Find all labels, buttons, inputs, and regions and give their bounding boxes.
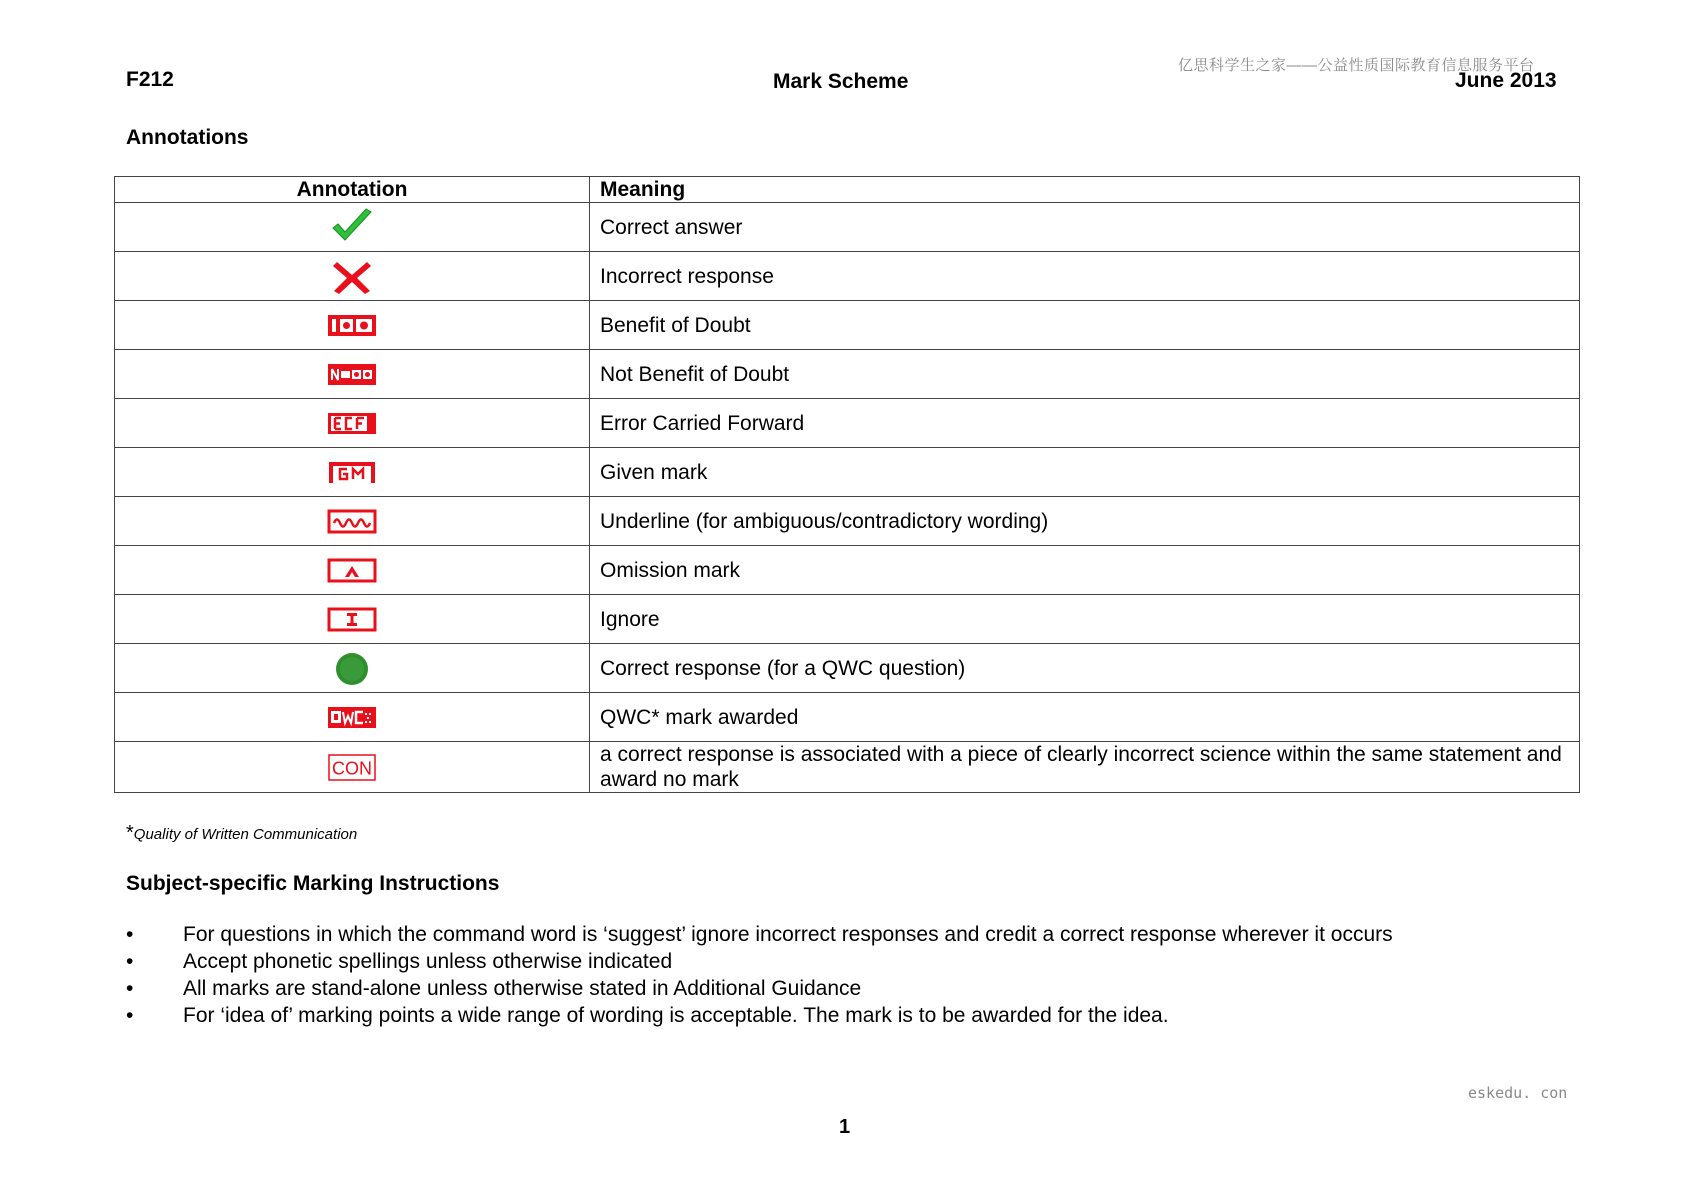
meaning-text: Benefit of Doubt	[590, 301, 1580, 350]
table-row	[115, 301, 1580, 350]
meaning-text: Correct answer	[590, 203, 1580, 252]
meaning-text: Correct response (for a QWC question)	[590, 644, 1580, 693]
cross-icon	[327, 256, 377, 296]
tick-icon	[327, 207, 377, 247]
footnote	[126, 822, 357, 845]
list-item	[126, 1002, 1393, 1029]
omission-caret-icon	[327, 550, 377, 590]
meaning-text: Given mark	[590, 448, 1580, 497]
con-stamp-icon	[327, 747, 377, 787]
list-item	[126, 921, 1393, 948]
ignore-icon	[327, 599, 377, 639]
table-row	[115, 595, 1580, 644]
table-row	[115, 546, 1580, 595]
nbod-stamp-icon	[327, 354, 377, 394]
annotations-table	[114, 176, 1580, 793]
table-row	[115, 644, 1580, 693]
footnote-text: Quality of Written Communication	[133, 826, 358, 843]
bullet-dot: •	[126, 950, 134, 973]
meaning-text: QWC* mark awarded	[590, 693, 1580, 742]
bullet-dot: •	[126, 1004, 134, 1027]
list-item	[126, 975, 1393, 1002]
table-row	[115, 497, 1580, 546]
subject-heading: Subject-specific Marking Instructions	[126, 872, 500, 895]
list-item	[126, 948, 1393, 975]
con-stamp-text: CON	[332, 758, 372, 779]
page-number: 1	[839, 1116, 851, 1138]
meaning-text: Incorrect response	[590, 252, 1580, 301]
meaning-text: a correct response is associated with a piece of clearly incorrect science within the same statement and award no mark	[590, 742, 1580, 793]
table-row	[115, 203, 1580, 252]
header-title: Mark Scheme	[773, 70, 909, 93]
meaning-text: Omission mark	[590, 546, 1580, 595]
table-header-row	[115, 177, 1580, 203]
list-item-text: All marks are stand-alone unless otherwise stated in Additional Guidance	[183, 977, 862, 1000]
list-item-text: For questions in which the command word is ‘suggest’ ignore incorrect responses and credit a correct response wherever it occurs	[183, 923, 1393, 946]
bod-stamp-icon	[327, 305, 377, 345]
ecf-stamp-icon	[327, 403, 377, 443]
column-header-meaning: Meaning	[590, 177, 1580, 203]
given-mark-icon	[327, 452, 377, 492]
list-item-text: Accept phonetic spellings unless otherwise indicated	[183, 950, 673, 973]
footnote-star: *	[126, 822, 134, 844]
bullet-dot: •	[126, 977, 134, 1000]
watermark-top: 亿思科学生之家——公益性质国际教育信息服务平台	[1178, 57, 1535, 74]
table-row	[115, 693, 1580, 742]
list-item-text: For ‘idea of’ marking points a wide range of wording is acceptable. The mark is to be awarded for the idea.	[183, 1004, 1169, 1027]
annotations-heading: Annotations	[126, 126, 249, 149]
bullet-dot: •	[126, 923, 134, 946]
table-row	[115, 252, 1580, 301]
table-row	[115, 350, 1580, 399]
header-date: June 2013	[1455, 69, 1557, 92]
header-paper-code: F212	[126, 68, 174, 91]
table-row	[115, 448, 1580, 497]
table-row	[115, 399, 1580, 448]
watermark-bottom: eskedu. con	[1468, 1084, 1568, 1102]
instruction-list	[126, 921, 1393, 1029]
meaning-text: Underline (for ambiguous/contradictory wording)	[590, 497, 1580, 546]
column-header-annotation: Annotation	[115, 177, 590, 203]
green-dot-icon	[327, 648, 377, 688]
meaning-text: Not Benefit of Doubt	[590, 350, 1580, 399]
meaning-text: Error Carried Forward	[590, 399, 1580, 448]
qwc-stamp-icon	[327, 697, 377, 737]
meaning-text: Ignore	[590, 595, 1580, 644]
underline-wave-icon	[327, 501, 377, 541]
table-row	[115, 742, 1580, 793]
